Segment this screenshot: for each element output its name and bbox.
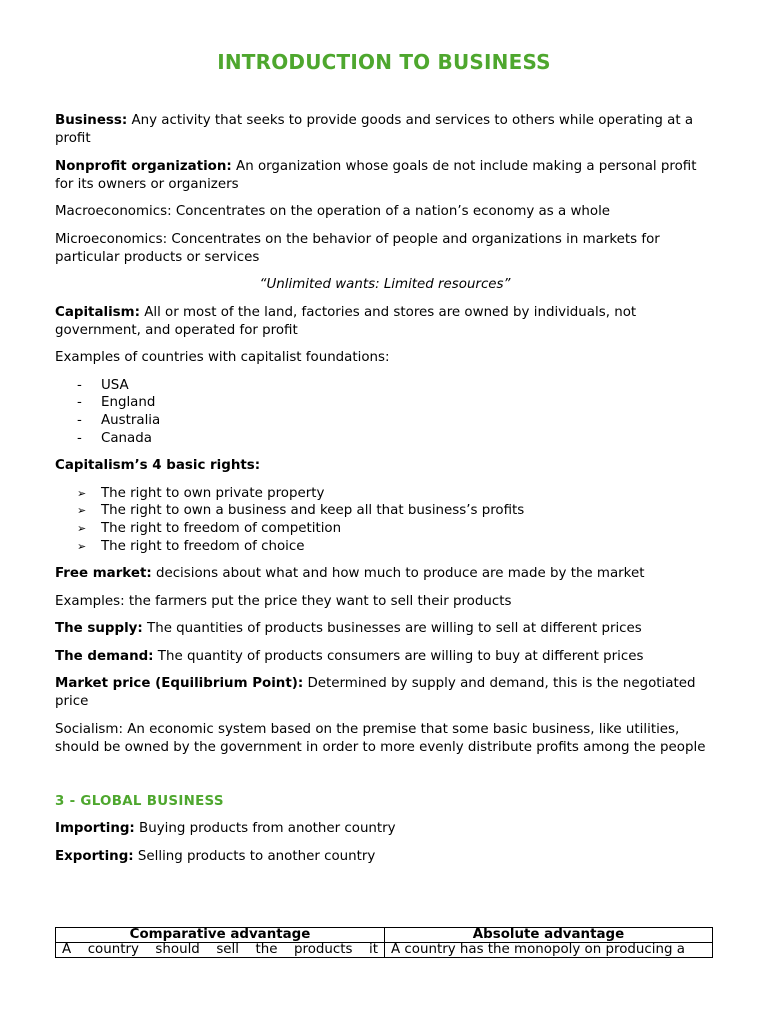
term-demand: The demand: xyxy=(55,648,154,664)
list-item xyxy=(55,520,715,538)
document-body xyxy=(55,112,715,875)
list-item xyxy=(55,502,715,520)
list-item xyxy=(55,485,715,503)
country-name: Canada xyxy=(101,430,152,446)
term-importing: Importing: xyxy=(55,821,135,837)
term-business: Business: xyxy=(55,113,128,128)
dash-marker: - xyxy=(77,430,82,446)
definition-importing-text: Buying products from another country xyxy=(134,821,396,837)
free-market-example: Examples: the farmers put the price they want to sell their products xyxy=(55,593,512,609)
advantage-table xyxy=(55,927,713,958)
arrow-bullet-icon: ➢ xyxy=(77,504,87,518)
definition-free-market xyxy=(55,565,715,583)
term-exporting: Exporting: xyxy=(55,848,134,864)
definition-microeconomics: Microeconomics: Concentrates on the behavior of people and organizations in markets for particular products or services xyxy=(55,231,660,265)
right-text: The right to own a business and keep all that business’s profits xyxy=(101,503,525,519)
definition-market-price xyxy=(55,675,715,711)
definition-supply-text: The quantities of products businesses are willing to sell at different prices xyxy=(142,621,642,637)
table-header-row xyxy=(56,928,713,943)
table-row xyxy=(56,943,713,958)
table-cell-comparative: A country should sell the products it xyxy=(56,943,385,958)
definition-nonprofit xyxy=(55,158,715,194)
country-name: England xyxy=(101,395,156,411)
arrow-bullet-icon: ➢ xyxy=(77,486,87,500)
quote: “Unlimited wants: Limited resources” xyxy=(259,277,511,292)
list-item xyxy=(55,412,715,430)
section-heading-global-business: 3 - GLOBAL BUSINESS xyxy=(55,793,224,809)
arrow-bullet-icon: ➢ xyxy=(77,540,87,554)
definition-capitalism xyxy=(55,304,715,340)
term-free-market: Free market: xyxy=(55,566,152,582)
definition-importing xyxy=(55,820,715,838)
definition-market-price-text: Determined by supply and demand, this is the negotiated price xyxy=(55,676,696,710)
document-title: INTRODUCTION TO BUSINESS xyxy=(217,50,551,74)
table-header-absolute: Absolute advantage xyxy=(385,928,713,943)
list-item xyxy=(55,538,715,556)
definition-demand xyxy=(55,648,715,666)
definition-free-market-text: decisions about what and how much to produce are made by the market xyxy=(151,566,645,582)
rights-heading: Capitalism’s 4 basic rights: xyxy=(55,458,261,474)
right-text: The right to freedom of choice xyxy=(101,539,305,555)
term-market-price: Market price (Equilibrium Point): xyxy=(55,676,304,692)
definition-macroeconomics: Macroeconomics: Concentrates on the operation of a nation’s economy as a whole xyxy=(55,204,611,219)
dash-marker: - xyxy=(77,377,82,393)
definition-exporting xyxy=(55,848,715,866)
list-item xyxy=(55,394,715,412)
right-text: The right to freedom of competition xyxy=(101,521,342,537)
countries-list xyxy=(55,377,715,448)
dash-marker: - xyxy=(77,413,82,429)
term-capitalism: Capitalism: xyxy=(55,304,140,320)
rights-list xyxy=(55,485,715,556)
table-cell-absolute: A country has the monopoly on producing a xyxy=(385,943,713,958)
table-header-comparative: Comparative advantage xyxy=(56,928,385,943)
country-name: USA xyxy=(101,377,129,393)
term-supply: The supply: xyxy=(55,621,143,637)
list-item xyxy=(55,377,715,395)
definition-capitalism-text: All or most of the land, factories and stores are owned by individuals, not government, and operated for profit xyxy=(55,304,637,338)
right-text: The right to own private property xyxy=(101,485,325,501)
list-item xyxy=(55,430,715,448)
arrow-bullet-icon: ➢ xyxy=(77,522,87,536)
dash-marker: - xyxy=(77,395,82,411)
definition-business-text: Any activity that seeks to provide goods and services to others while operating at a profit xyxy=(55,113,694,146)
definition-nonprofit-text: An organization whose goals de not include making a personal profit for its owners or organizers xyxy=(55,158,697,192)
definition-business xyxy=(55,112,715,148)
definition-demand-text: The quantity of products consumers are willing to buy at different prices xyxy=(153,648,644,664)
examples-intro: Examples of countries with capitalist foundations: xyxy=(55,350,390,365)
definition-socialism: Socialism: An economic system based on the premise that some basic business, like utilities, should be owned by the government in order to more evenly distribute profits among the people xyxy=(55,721,706,755)
definition-exporting-text: Selling products to another country xyxy=(133,848,376,864)
country-name: Australia xyxy=(101,413,161,429)
definition-supply xyxy=(55,620,715,638)
term-nonprofit: Nonprofit organization: xyxy=(55,158,232,174)
